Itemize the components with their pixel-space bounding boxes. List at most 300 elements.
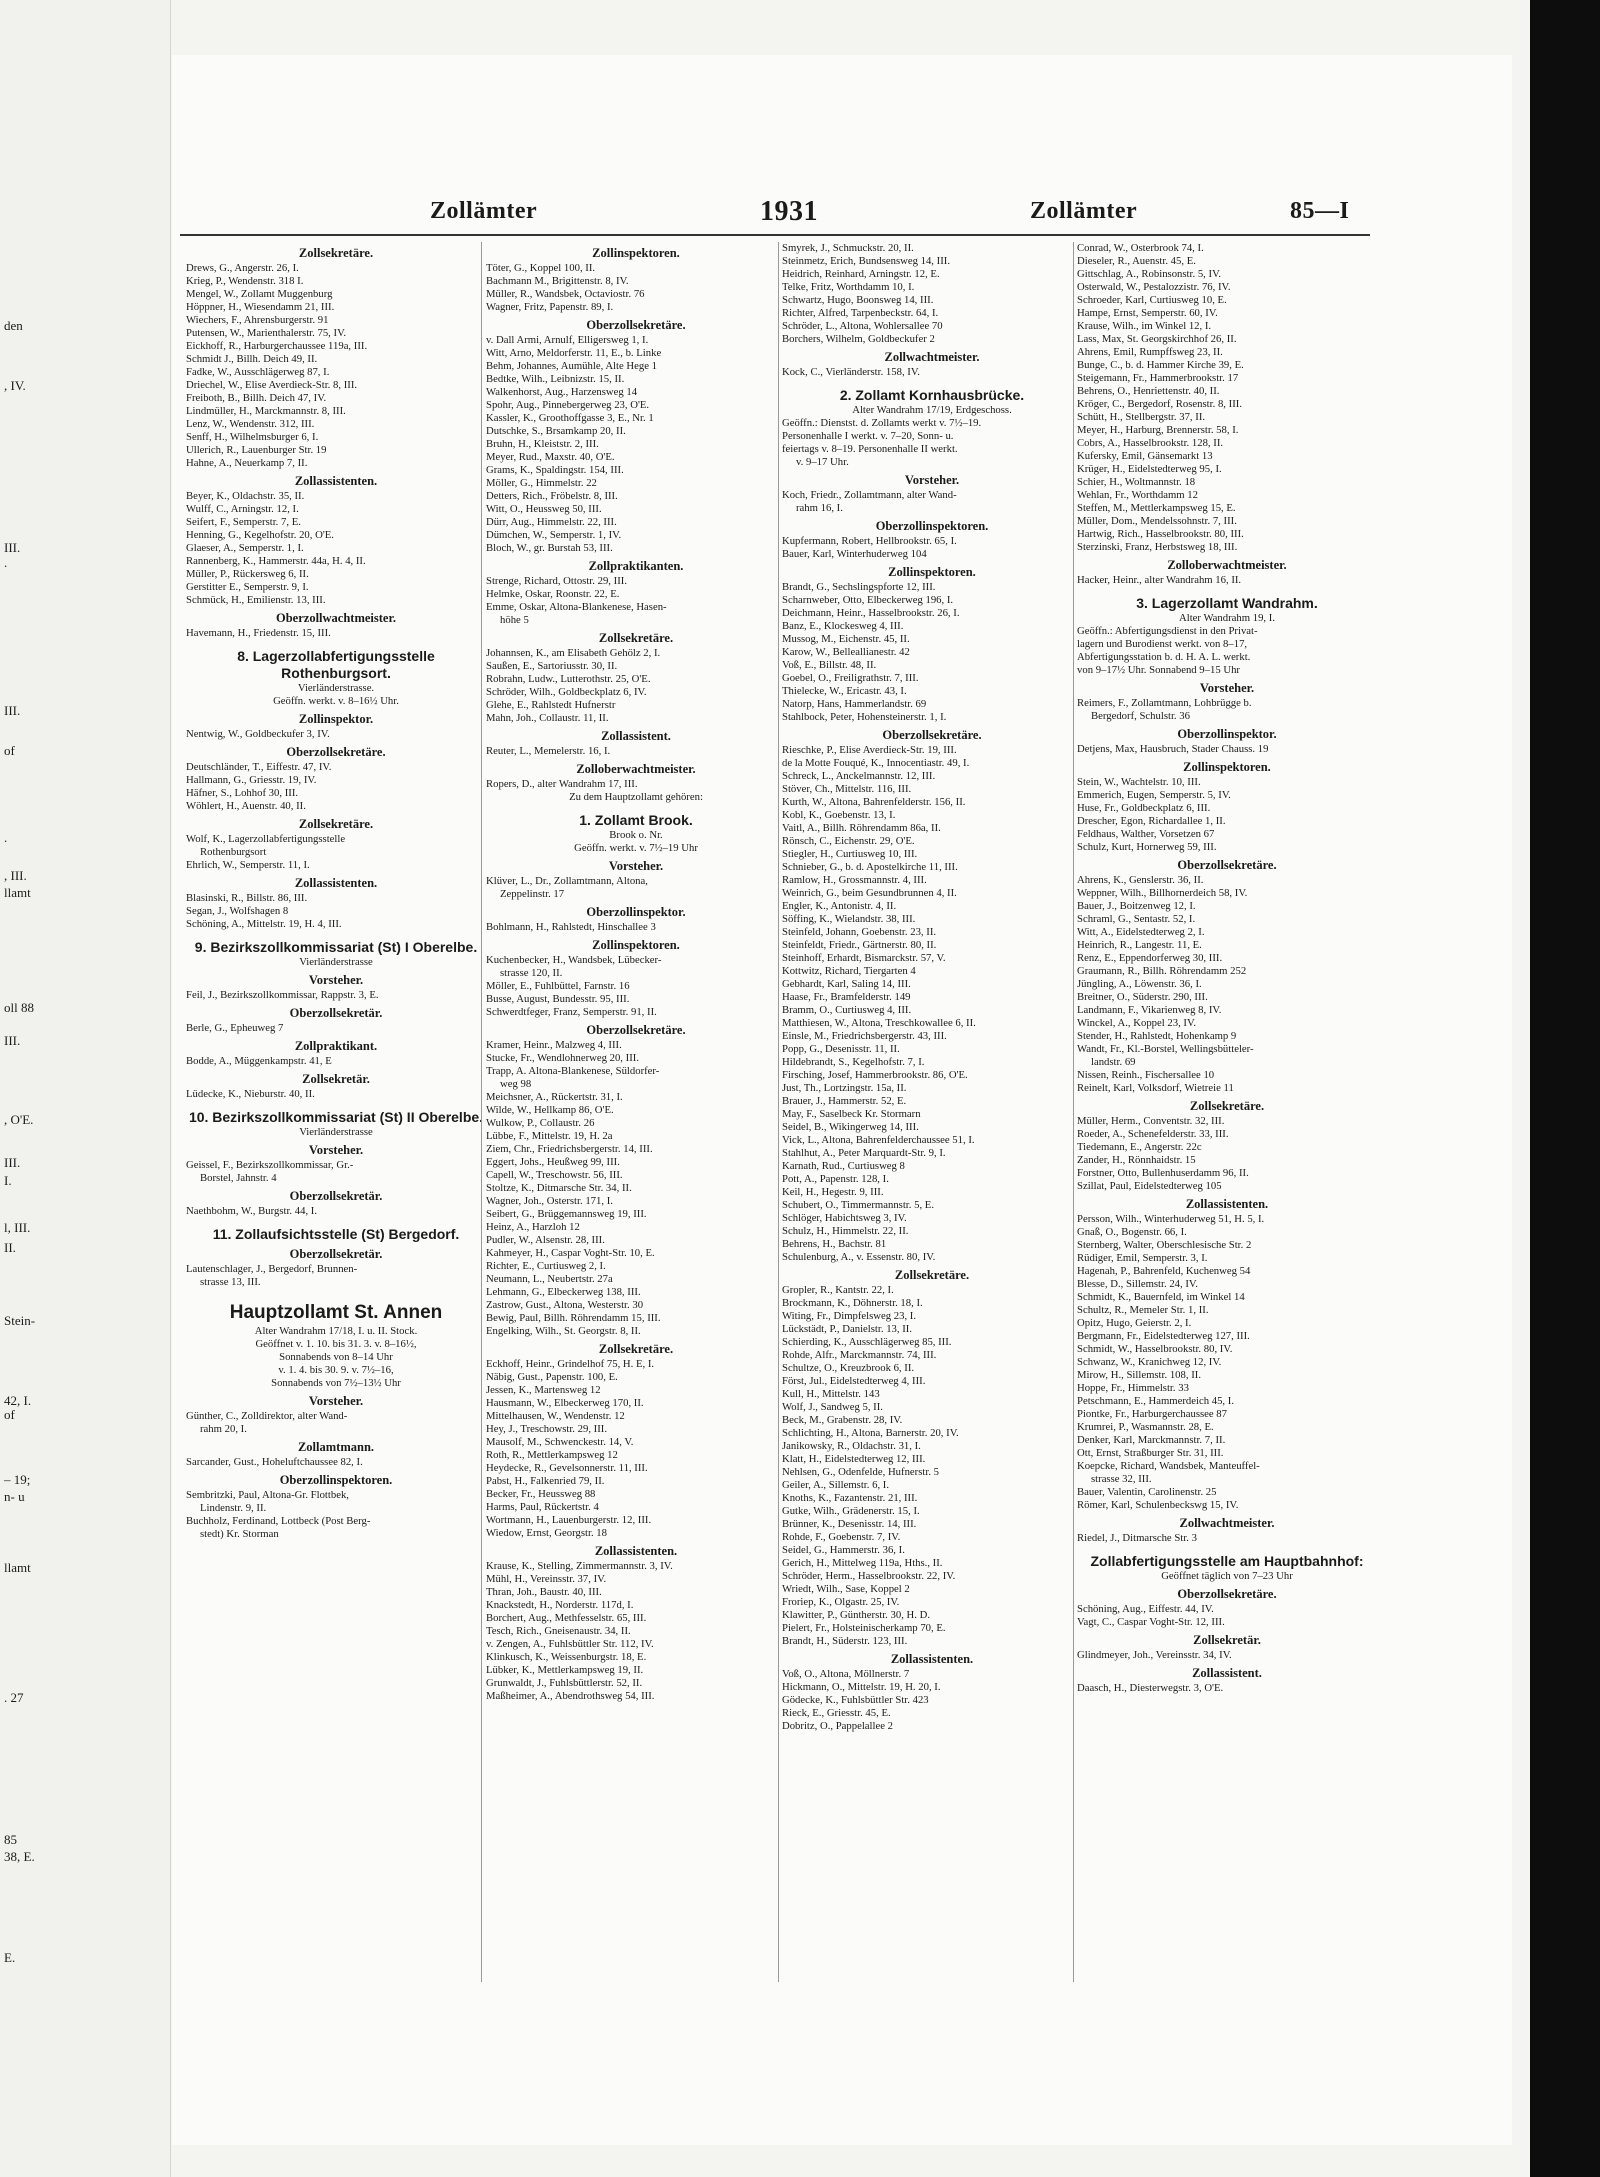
directory-entry: Lübbe, F., Mittelstr. 19, H. 2a (486, 1130, 613, 1142)
office-title: Hauptzollamt St. Annen (229, 1302, 443, 1323)
side-fragment: , IV. (4, 378, 26, 393)
directory-entry: Meyer, H., Harburg, Brennerstr. 58, I. (1077, 424, 1239, 436)
directory-entry: Helmke, Oskar, Roonstr. 22, E. (486, 588, 620, 600)
directory-entry: Richter, E., Curtiusweg 2, I. (486, 1260, 606, 1272)
directory-entry: Geissel, F., Bezirkszollkommissar, Gr.- (186, 1159, 354, 1171)
directory-entry: Saußen, E., Sartoriusstr. 30, II. (486, 660, 618, 672)
directory-entry: Bauer, Valentin, Carolinenstr. 25 (1077, 1486, 1217, 1498)
running-head (180, 198, 1380, 232)
directory-entry: Bruhn, H., Kleiststr. 2, III. (486, 438, 599, 450)
directory-entry: Gnaß, O., Bogenstr. 66, I. (1077, 1226, 1187, 1238)
directory-entry: Sarcander, Gust., Hoheluftchaussee 82, I. (186, 1456, 363, 1468)
directory-entry: Trapp, A. Altona-Blankenese, Süldorfer- (486, 1065, 660, 1077)
directory-entry: Schröder, Herm., Hasselbrookstr. 22, IV. (782, 1570, 956, 1582)
directory-entry: Winckel, A., Koppel 23, IV. (1077, 1017, 1196, 1029)
directory-entry: Blasinski, R., Billstr. 86, III. (186, 892, 308, 904)
directory-entry: v. Zengen, A., Fuhlsbüttler Str. 112, IV. (486, 1638, 654, 1650)
column-2 (486, 242, 786, 1982)
entry-continuation: strasse 13, III. (200, 1276, 261, 1288)
office-note: Alter Wandrahm 17/18, I. u. II. Stock. (254, 1325, 418, 1337)
office-note: Alter Wandrahm 19, I. (1179, 612, 1275, 624)
directory-entry: Wulff, C., Arningstr. 12, I. (186, 503, 299, 515)
directory-entry: Schütt, H., Stellbergstr. 37, II. (1077, 411, 1206, 423)
directory-entry: Först, Jul., Eidelstedterweg 4, III. (782, 1375, 926, 1387)
directory-entry: Bedtke, Wilh., Leibnizstr. 15, II. (486, 373, 625, 385)
side-fragment: of (4, 743, 15, 758)
directory-entry: Breitner, O., Süderstr. 290, III. (1077, 991, 1208, 1003)
directory-entry: Scharnweber, Otto, Elbeckerweg 196, I. (782, 594, 954, 606)
directory-entry: Bodde, A., Müggenkampstr. 41, E (186, 1055, 332, 1067)
running-head-year: 1931 (760, 196, 818, 227)
directory-entry: Wagner, Joh., Osterstr. 171, I. (486, 1195, 613, 1207)
side-fragment: 38, E. (4, 1849, 35, 1864)
section-heading: Oberzollsekretär. (289, 1006, 383, 1020)
directory-entry: Emme, Oskar, Altona-Blankenese, Hasen- (486, 601, 667, 613)
directory-entry: Opitz, Hugo, Geierstr. 2, I. (1077, 1317, 1192, 1329)
directory-entry: Söffing, K., Wielandstr. 38, III. (782, 913, 916, 925)
header-rule (180, 234, 1370, 236)
directory-entry: Vaitl, A., Billh. Röhrendamm 86a, II. (782, 822, 941, 834)
section-heading: Zollpraktikant. (294, 1039, 378, 1053)
directory-entry: Grams, K., Spaldingstr. 154, III. (486, 464, 624, 476)
directory-entry: Koepcke, Richard, Wandsbek, Manteuffel- (1077, 1460, 1260, 1472)
directory-entry: Zander, H., Rönnhaidstr. 15 (1077, 1154, 1196, 1166)
section-heading: Zollsekretäre. (598, 631, 674, 645)
directory-entry: Dobritz, O., Pappelallee 2 (782, 1720, 893, 1732)
directory-entry: Schmidt J., Billh. Deich 49, II. (186, 353, 318, 365)
directory-entry: Dieseler, R., Auenstr. 45, E. (1077, 255, 1196, 267)
directory-entry: Krüger, H., Eidelstedterweg 95, I. (1077, 463, 1222, 475)
directory-entry: Renz, E., Eppendorferweg 30, III. (1077, 952, 1223, 964)
entry-continuation: Bergedorf, Schulstr. 36 (1091, 710, 1190, 722)
directory-entry: Telke, Fritz, Worthdamm 10, I. (782, 281, 915, 293)
directory-entry: Geöffn.: Abfertigungsdienst in den Privat- (1077, 625, 1258, 637)
section-heading: Zollamtmann. (297, 1440, 375, 1454)
directory-entry: Günther, C., Zolldirektor, alter Wand- (186, 1410, 348, 1422)
directory-entry: Engler, K., Antonistr. 4, II. (782, 900, 897, 912)
directory-entry: Feil, J., Bezirkszollkommissar, Rappstr. 3, E. (186, 989, 379, 1001)
directory-entry: Kramer, Heinr., Malzweg 4, III. (486, 1039, 622, 1051)
directory-entry: Schlichting, H., Altona, Barnerstr. 20, IV. (782, 1427, 959, 1439)
side-fragment: . 27 (4, 1690, 24, 1705)
directory-entry: Kock, C., Vierländerstr. 158, IV. (782, 366, 920, 378)
directory-entry: Froriep, K., Olgastr. 25, IV. (782, 1596, 900, 1608)
directory-entry: Haase, Fr., Bramfelderstr. 149 (782, 991, 911, 1003)
directory-entry: Weppner, Wilh., Billhornerdeich 58, IV. (1077, 887, 1248, 899)
side-fragment: llamt (4, 885, 31, 900)
directory-entry: Schnieber, G., b. d. Apostelkirche 11, III. (782, 861, 958, 873)
directory-entry: Glaeser, A., Semperstr. 1, I. (186, 542, 304, 554)
side-fragment: l, III. (4, 1220, 31, 1235)
directory-entry: de la Motte Fouqué, K., Innocentiastr. 49, I. (782, 757, 970, 769)
directory-entry: Rohde, F., Goebenstr. 7, IV. (782, 1531, 901, 1543)
directory-entry: von 9–17½ Uhr. Sonnabend 9–15 Uhr (1077, 664, 1240, 676)
directory-entry: Nehlsen, G., Odenfelde, Hufnerstr. 5 (782, 1466, 940, 1478)
directory-entry: Rüdiger, Emil, Semperstr. 3, I. (1077, 1252, 1208, 1264)
directory-entry: Hallmann, G., Griesstr. 19, IV. (186, 774, 317, 786)
directory-entry: Seidel, B., Wikingerweg 14, III. (782, 1121, 919, 1133)
page-number: 85—I (1290, 198, 1350, 224)
section-heading: Oberzollsekretäre. (1177, 1587, 1277, 1601)
directory-entry: Müller, Herm., Conventstr. 32, III. (1077, 1115, 1225, 1127)
section-heading: Zollinspektoren. (1183, 760, 1271, 774)
directory-entry: Klatt, H., Eidelstedterweg 12, III. (782, 1453, 926, 1465)
section-heading: Zolloberwachtmeister. (1167, 558, 1287, 572)
directory-entry: Berle, G., Epheuweg 7 (186, 1022, 284, 1034)
entry-continuation: landstr. 69 (1091, 1056, 1136, 1068)
office-heading: 10. Bezirkszollkommissariat (St) II Oberelbe. (188, 1109, 484, 1125)
directory-entry: Mirow, H., Sillemstr. 108, II. (1077, 1369, 1201, 1381)
directory-entry: Schmidt, W., Hasselbrookstr. 80, IV. (1077, 1343, 1233, 1355)
directory-entry: Borchers, Wilhelm, Goldbeckufer 2 (782, 333, 935, 345)
directory-entry: Petschmann, E., Hammerdeich 45, I. (1077, 1395, 1235, 1407)
directory-entry: Schröder, L., Altona, Wohlersallee 70 (782, 320, 943, 332)
directory-entry: Bergmann, Fr., Eidelstedterweg 127, III. (1077, 1330, 1250, 1342)
directory-entry: Schierding, K., Ausschlägerweg 85, III. (782, 1336, 952, 1348)
directory-entry: Lenz, W., Wendenstr. 312, III. (186, 418, 315, 430)
directory-entry: Reuter, L., Memelerstr. 16, I. (486, 745, 611, 757)
directory-entry: Wöhlert, H., Auenstr. 40, II. (186, 800, 306, 812)
directory-entry: Wehlan, Fr., Worthdamm 12 (1077, 489, 1198, 501)
column-1 (186, 242, 486, 1982)
directory-entry: Denker, Karl, Marckmannstr. 7, II. (1077, 1434, 1226, 1446)
directory-entry: Klüver, L., Dr., Zollamtmann, Altona, (486, 875, 648, 887)
directory-entry: Firsching, Josef, Hammerbrookstr. 86, O'E. (782, 1069, 968, 1081)
directory-entry: Engelking, Wilh., St. Georgstr. 8, II. (486, 1325, 641, 1337)
side-fragment: . (4, 830, 8, 845)
directory-entry: Natorp, Hans, Hammerlandstr. 69 (782, 698, 927, 710)
directory-entry: Brauer, J., Hammerstr. 52, E. (782, 1095, 907, 1107)
directory-entry: Spohr, Aug., Pinnebergerweg 23, O'E. (486, 399, 650, 411)
directory-entry: Witt, A., Eidelstedterweg 2, I. (1077, 926, 1205, 938)
section-heading: Oberzollsekretäre. (882, 728, 982, 742)
column-4 (1077, 242, 1377, 1982)
entry-continuation: Zeppelinstr. 17 (500, 888, 565, 900)
directory-entry: Deutschländer, T., Eiffestr. 47, IV. (186, 761, 332, 773)
directory-entry: Abfertigungsstation b. d. H. A. L. werkt. (1077, 651, 1251, 663)
directory-entry: Krause, K., Stelling, Zimmermannstr. 3, IV. (486, 1560, 673, 1572)
directory-entry: Kassler, K., Groothoffgasse 3, E., Nr. 1 (486, 412, 654, 424)
directory-entry: Bohlmann, H., Rahlstedt, Hinschallee 3 (486, 921, 656, 933)
directory-entry: Möller, E., Fuhlbüttel, Farnstr. 16 (486, 980, 630, 992)
directory-entry: Kupfermann, Robert, Hellbrookstr. 65, I. (782, 535, 957, 547)
directory-entry: Nissen, Reinh., Fischersallee 10 (1077, 1069, 1215, 1081)
directory-entry: Klinkusch, K., Weissenburgstr. 18, E. (486, 1651, 647, 1663)
directory-entry: Glindmeyer, Joh., Vereinsstr. 34, IV. (1077, 1649, 1232, 1661)
section-heading: Oberzollinspektor. (1177, 727, 1277, 741)
directory-entry: Wandt, Fr., Kl.-Borstel, Wellingsbütteler- (1077, 1043, 1254, 1055)
office-note: Geöffnet v. 1. 10. bis 31. 3. v. 8–16½, (255, 1338, 417, 1350)
section-heading: Zollassistent. (601, 729, 671, 743)
section-heading: Zollsekretär. (302, 1072, 370, 1086)
directory-entry: Steinmetz, Erich, Bundsensweg 14, III. (782, 255, 950, 267)
directory-entry: Gutke, Wilh., Grädenerstr. 15, I. (782, 1505, 920, 1517)
previous-page-strip (0, 0, 171, 2177)
directory-entry: Grunwaldt, J., Fuhlsbüttlerstr. 52, II. (486, 1677, 643, 1689)
directory-entry: Seibert, G., Brüggemannsweg 19, III. (486, 1208, 647, 1220)
directory-entry: Stöver, Ch., Mittelstr. 116, III. (782, 783, 912, 795)
office-note: Vierländerstrasse (299, 956, 373, 968)
entry-continuation: rahm 20, I. (200, 1423, 247, 1435)
directory-entry: Schwerdtfeger, Franz, Semperstr. 91, II. (486, 1006, 657, 1018)
side-fragment: n- u (4, 1489, 25, 1504)
side-fragment: I. (4, 1173, 12, 1188)
office-note: Vierländerstrasse (299, 1126, 373, 1138)
directory-entry: Reinelt, Karl, Volksdorf, Wietreie 11 (1077, 1082, 1234, 1094)
directory-entry: Gittschlag, A., Robinsonstr. 5, IV. (1077, 268, 1222, 280)
scan-border (1530, 0, 1600, 2177)
office-heading: 11. Zollaufsichtsstelle (St) Bergedorf. (212, 1226, 460, 1242)
section-heading: Zollwachtmeister. (1179, 1516, 1275, 1530)
directory-entry: Hey, J., Treschowstr. 29, III. (486, 1423, 608, 1435)
directory-entry: Steigemann, Fr., Hammerbrookstr. 17 (1077, 372, 1239, 384)
section-heading: Oberzollsekretäre. (586, 1023, 686, 1037)
directory-entry: Mühl, H., Vereinsstr. 37, IV. (486, 1573, 607, 1585)
side-fragment: den (4, 318, 23, 333)
office-note: Alter Wandrahm 17/19, Erdgeschoss. (852, 404, 1012, 416)
directory-entry: Forstner, Otto, Bullenhuserdamm 96, II. (1077, 1167, 1249, 1179)
directory-entry: Witt, Arno, Meldorferstr. 11, E., b. Linke (486, 347, 662, 359)
directory-entry: Näbig, Gust., Papenstr. 100, E. (486, 1371, 618, 1383)
directory-entry: Rönsch, C., Eichenstr. 29, O'E. (782, 835, 915, 847)
section-heading: Zollassistent. (1192, 1666, 1262, 1680)
directory-entry: Seifert, F., Semperstr. 7, E. (186, 516, 301, 528)
directory-entry: Lehmann, G., Elbeckerweg 138, III. (486, 1286, 641, 1298)
directory-entry: Tiedemann, E., Angerstr. 22c (1077, 1141, 1202, 1153)
directory-entry: Glehe, E., Rahlstedt Hufnerstr (486, 699, 616, 711)
directory-entry: Eggert, Johs., Heußweg 99, III. (486, 1156, 620, 1168)
side-fragment: III. (4, 1033, 21, 1048)
directory-entry: Heinz, A., Harzloh 12 (486, 1221, 580, 1233)
directory-entry: Dutschke, S., Brsamkamp 20, II. (486, 425, 626, 437)
directory-entry: Bauer, J., Boitzenweg 12, I. (1077, 900, 1196, 912)
directory-entry: Müller, R., Wandsbek, Octaviostr. 76 (486, 288, 645, 300)
directory-entry: Schmück, H., Emilienstr. 13, III. (186, 594, 326, 606)
directory-entry: Lückstädt, P., Danielstr. 13, II. (782, 1323, 913, 1335)
directory-entry: Naethbohm, W., Burgstr. 44, I. (186, 1205, 318, 1217)
office-note: Geöffn. werkt. v. 7½–19 Uhr (574, 842, 698, 854)
office-note: Zu dem Hauptzollamt gehören: (569, 791, 703, 803)
section-heading: Vorsteher. (308, 973, 364, 987)
directory-entry: Thielecke, W., Ericastr. 43, I. (782, 685, 907, 697)
section-heading: Zollassistenten. (294, 474, 378, 488)
section-heading: Oberzollsekretär. (289, 1189, 383, 1203)
directory-entry: Piontke, Fr., Harburgerchaussee 87 (1077, 1408, 1227, 1420)
directory-entry: Hausmann, W., Elbeckerweg 170, II. (486, 1397, 644, 1409)
directory-entry: Heydecke, R., Gevelsonnerstr. 11, III. (486, 1462, 648, 1474)
directory-entry: Knoths, K., Fazantenstr. 21, III. (782, 1492, 918, 1504)
directory-entry: Stucke, Fr., Wendlohnerweg 20, III. (486, 1052, 639, 1064)
directory-entry: lagern und Burodienst werkt. von 8–17, (1077, 638, 1248, 650)
directory-entry: Witt, O., Heussweg 50, III. (486, 503, 602, 515)
column-divider (481, 242, 482, 1982)
directory-entry: Stiegler, H., Curtiusweg 10, III. (782, 848, 918, 860)
office-heading: 1. Zollamt Brook. (579, 812, 693, 828)
directory-entry: Heinrich, R., Langestr. 11, E. (1077, 939, 1202, 951)
directory-entry: Schultze, O., Kreuzbrook 6, II. (782, 1362, 915, 1374)
directory-entry: Ropers, D., alter Wandrahm 17, III. (486, 778, 638, 790)
office-note: Brook o. Nr. (609, 829, 663, 841)
side-fragment: 42, I. (4, 1393, 32, 1408)
directory-entry: Brandt, H., Süderstr. 123, III. (782, 1635, 908, 1647)
directory-entry: Roth, R., Mettlerkampsweg 12 (486, 1449, 618, 1461)
directory-entry: Becker, Fr., Heussweg 88 (486, 1488, 596, 1500)
directory-entry: Gerich, H., Mittelweg 119a, Hths., II. (782, 1557, 943, 1569)
directory-entry: Reimers, F., Zollamtmann, Lohbrügge b. (1077, 697, 1252, 709)
directory-entry: Mittelhausen, W., Wendenstr. 12 (486, 1410, 625, 1422)
directory-entry: Kobl, K., Goebenstr. 13, I. (782, 809, 896, 821)
directory-entry: Knackstedt, H., Norderstr. 117d, I. (486, 1599, 634, 1611)
directory-entry: Eickhoff, R., Harburgerchaussee 119a, III. (186, 340, 368, 352)
directory-entry: Kottwitz, Richard, Tiergarten 4 (782, 965, 916, 977)
directory-entry: Rohde, Alfr., Marckmannstr. 74, III. (782, 1349, 937, 1361)
directory-entry: Wilde, W., Hellkamp 86, O'E. (486, 1104, 614, 1116)
directory-entry: Henning, G., Kegelhofstr. 20, O'E. (186, 529, 334, 541)
directory-entry: Ott, Ernst, Straßburger Str. 31, III. (1077, 1447, 1224, 1459)
office-heading: 9. Bezirkszollkommissariat (St) I Oberelbe. (194, 939, 478, 955)
directory-entry: Witing, Fr., Dimpfelsweg 23, I. (782, 1310, 917, 1322)
entry-continuation: höhe 5 (500, 614, 529, 626)
directory-entry: Stahlbock, Peter, Hohensteinerstr. 1, I. (782, 711, 947, 723)
directory-entry: Geiler, A., Sillemstr. 6, I. (782, 1479, 890, 1491)
directory-entry: Schulz, H., Himmelstr. 22, II. (782, 1225, 909, 1237)
directory-entry: Schlöger, Habichtsweg 3, IV. (782, 1212, 907, 1224)
directory-entry: Behrens, O., Henriettenstr. 40, II. (1077, 385, 1220, 397)
office-heading: 2. Zollamt Kornhausbrücke. (839, 387, 1025, 403)
directory-entry: Lass, Max, St. Georgskirchhof 26, II. (1077, 333, 1237, 345)
directory-entry: Hacker, Heinr., alter Wandrahm 16, II. (1077, 574, 1242, 586)
directory-entry: Smyrek, J., Schmuckstr. 20, II. (782, 242, 914, 254)
directory-entry: Borchert, Aug., Methfesselstr. 65, III. (486, 1612, 647, 1624)
directory-entry: Gropler, R., Kantstr. 22, I. (782, 1284, 894, 1296)
entry-continuation: v. 9–17 Uhr. (796, 456, 849, 468)
column-divider (1073, 242, 1074, 1982)
directory-entry: Behrens, H., Bachstr. 81 (782, 1238, 887, 1250)
directory-entry: Wagner, Fritz, Papenstr. 89, I. (486, 301, 614, 313)
section-heading: Zollwachtmeister. (884, 350, 980, 364)
directory-entry: Wolf, K., Lagerzollabfertigungsstelle (186, 833, 346, 845)
directory-entry: Bewig, Paul, Billh. Röhrendamm 15, III. (486, 1312, 661, 1324)
directory-entry: Lautenschlager, J., Bergedorf, Brunnen- (186, 1263, 358, 1275)
directory-entry: Kurth, W., Altona, Bahrenfelderstr. 156, II. (782, 796, 966, 808)
directory-entry: Richter, Alfred, Tarpenbeckstr. 64, I. (782, 307, 939, 319)
directory-entry: Karow, W., Belleallianestr. 42 (782, 646, 910, 658)
directory-entry: Mengel, W., Zollamt Muggenburg (186, 288, 333, 300)
directory-entry: Schmidt, K., Bauernfeld, im Winkel 14 (1077, 1291, 1245, 1303)
directory-entry: Stoltze, K., Ditmarsche Str. 34, II. (486, 1182, 632, 1194)
directory-entry: Harms, Paul, Rückertstr. 4 (486, 1501, 599, 1513)
directory-entry: Detters, Rich., Fröbelstr. 8, III. (486, 490, 618, 502)
directory-entry: Dümchen, W., Semperstr. 1, IV. (486, 529, 622, 541)
directory-entry: Karnath, Rud., Curtiusweg 8 (782, 1160, 905, 1172)
directory-entry: Lübker, K., Mettlerkampsweg 19, II. (486, 1664, 644, 1676)
directory-entry: Senff, H., Wilhelmsburger 6, I. (186, 431, 319, 443)
directory-entry: Steffen, M., Mettlerkampsweg 15, E. (1077, 502, 1236, 514)
side-fragment: of (4, 1407, 15, 1422)
directory-entry: Hartwig, Rich., Hasselbrookstr. 80, III. (1077, 528, 1244, 540)
office-heading: 8. Lagerzollabfertigungsstelle Rothenburgsort. (237, 648, 435, 681)
directory-entry: Driechel, W., Elise Averdieck-Str. 8, III. (186, 379, 358, 391)
side-fragment: III. (4, 1155, 21, 1170)
side-fragment: – 19; (4, 1472, 31, 1487)
directory-entry: Rannenberg, K., Hammerstr. 44a, H. 4, II. (186, 555, 366, 567)
directory-entry: Kröger, C., Bergedorf, Rosenstr. 8, III. (1077, 398, 1242, 410)
directory-entry: Wolf, J., Sandweg 5, II. (782, 1401, 883, 1413)
directory-entry: Eckhoff, Heinr., Grindelhof 75, H. E, I. (486, 1358, 655, 1370)
directory-entry: Drescher, Egon, Richardallee 1, II. (1077, 815, 1226, 827)
directory-entry: Vagt, C., Caspar Voght-Str. 12, III. (1077, 1616, 1225, 1628)
section-heading: Zollassistenten. (890, 1652, 974, 1666)
office-heading: Zollabfertigungsstelle am Hauptbahnhof: (1090, 1553, 1364, 1569)
section-heading: Zollassistenten. (1185, 1197, 1269, 1211)
office-note: Sonnabends von 7½–13½ Uhr (271, 1377, 401, 1389)
section-heading: Oberzollinspektoren. (279, 1473, 393, 1487)
directory-entry: Maßheimer, A., Abendrothsweg 54, III. (486, 1690, 655, 1702)
directory-entry: Brockmann, K., Döhnerstr. 18, I. (782, 1297, 923, 1309)
section-heading: Vorsteher. (308, 1394, 364, 1408)
directory-entry: Krumrei, P., Wasmannstr. 28, E. (1077, 1421, 1214, 1433)
entry-continuation: Borstel, Jahnstr. 4 (200, 1172, 277, 1184)
directory-entry: Einsle, M., Friedrichsbergerstr. 43, III. (782, 1030, 947, 1042)
directory-entry: Meichsner, A., Rückertstr. 31, I. (486, 1091, 623, 1103)
section-heading: Zollinspektoren. (592, 246, 680, 260)
directory-entry: Daasch, H., Diesterwegstr. 3, O'E. (1077, 1682, 1224, 1694)
directory-entry: Schreck, L., Anckelmannstr. 12, III. (782, 770, 936, 782)
directory-entry: Wiechers, F., Ahrensburgerstr. 91 (186, 314, 329, 326)
directory-entry: Schulenburg, A., v. Essenstr. 80, IV. (782, 1251, 936, 1263)
office-note: Vierländerstrasse. (297, 682, 375, 694)
directory-entry: Bunge, C., b. d. Hammer Kirche 39, E. (1077, 359, 1244, 371)
directory-entry: Koch, Friedr., Zollamtmann, alter Wand- (782, 489, 957, 501)
directory-entry: Ahrens, Emil, Rumpffsweg 23, II. (1077, 346, 1223, 358)
directory-entry: Tesch, Rich., Gneisenaustr. 34, II. (486, 1625, 631, 1637)
directory-entry: Gebhardt, Karl, Saling 14, III. (782, 978, 911, 990)
directory-entry: Fadke, W., Ausschlägerweg 87, I. (186, 366, 330, 378)
directory-entry: Steinhoff, Erhardt, Bismarckstr. 57, V. (782, 952, 946, 964)
directory-entry: Drews, G., Angerstr. 26, I. (186, 262, 299, 274)
directory-entry: Beyer, K., Oldachstr. 35, II. (186, 490, 305, 502)
directory-entry: Gerstitter E., Semperstr. 9, I. (186, 581, 309, 593)
directory-entry: Klawitter, P., Güntherstr. 30, H. D. (782, 1609, 930, 1621)
office-heading: 3. Lagerzollamt Wandrahm. (1136, 595, 1318, 611)
entry-continuation: Rothenburgsort (200, 846, 267, 858)
directory-entry: Pielert, Fr., Holsteinischerkamp 70, E. (782, 1622, 946, 1634)
side-fragment: llamt (4, 1560, 31, 1575)
directory-entry: Feldhaus, Walther, Vorsetzen 67 (1077, 828, 1215, 840)
side-fragment: oll 88 (4, 1000, 34, 1015)
directory-entry: Blesse, D., Sillemstr. 24, IV. (1077, 1278, 1198, 1290)
directory-entry: Brandt, G., Sechslingspforte 12, III. (782, 581, 936, 593)
section-heading: Zollassistenten. (294, 876, 378, 890)
directory-entry: Wriedt, Wilh., Sase, Koppel 2 (782, 1583, 910, 1595)
directory-entry: Schöning, A., Mittelstr. 19, H. 4, III. (186, 918, 342, 930)
directory-entry: Lüdecke, K., Nieburstr. 40, II. (186, 1088, 315, 1100)
side-fragment: Stein- (4, 1313, 36, 1328)
directory-entry: Hoppe, Fr., Himmelstr. 33 (1077, 1382, 1189, 1394)
directory-entry: Deichmann, Heinr., Hasselbrookstr. 26, I. (782, 607, 960, 619)
directory-entry: Mussog, M., Eichenstr. 45, II. (782, 633, 910, 645)
directory-entry: Capell, W., Treschowstr. 56, III. (486, 1169, 623, 1181)
section-heading: Oberzollsekretär. (289, 1247, 383, 1261)
directory-entry: Töter, G., Koppel 100, II. (486, 262, 596, 274)
directory-entry: Kahmeyer, H., Caspar Voght-Str. 10, E. (486, 1247, 655, 1259)
directory-entry: Dürr, Aug., Himmelstr. 22, III. (486, 516, 617, 528)
directory-entry: Weinrich, G., beim Gesundbrunnen 4, II. (782, 887, 957, 899)
directory-entry: Müller, P., Rückersweg 6, II. (186, 568, 309, 580)
directory-entry: Wiedow, Ernst, Georgstr. 18 (486, 1527, 607, 1539)
directory-entry: Stahlhut, A., Peter Marquardt-Str. 9, I. (782, 1147, 946, 1159)
directory-entry: Zastrow, Gust., Altona, Westerstr. 30 (486, 1299, 644, 1311)
